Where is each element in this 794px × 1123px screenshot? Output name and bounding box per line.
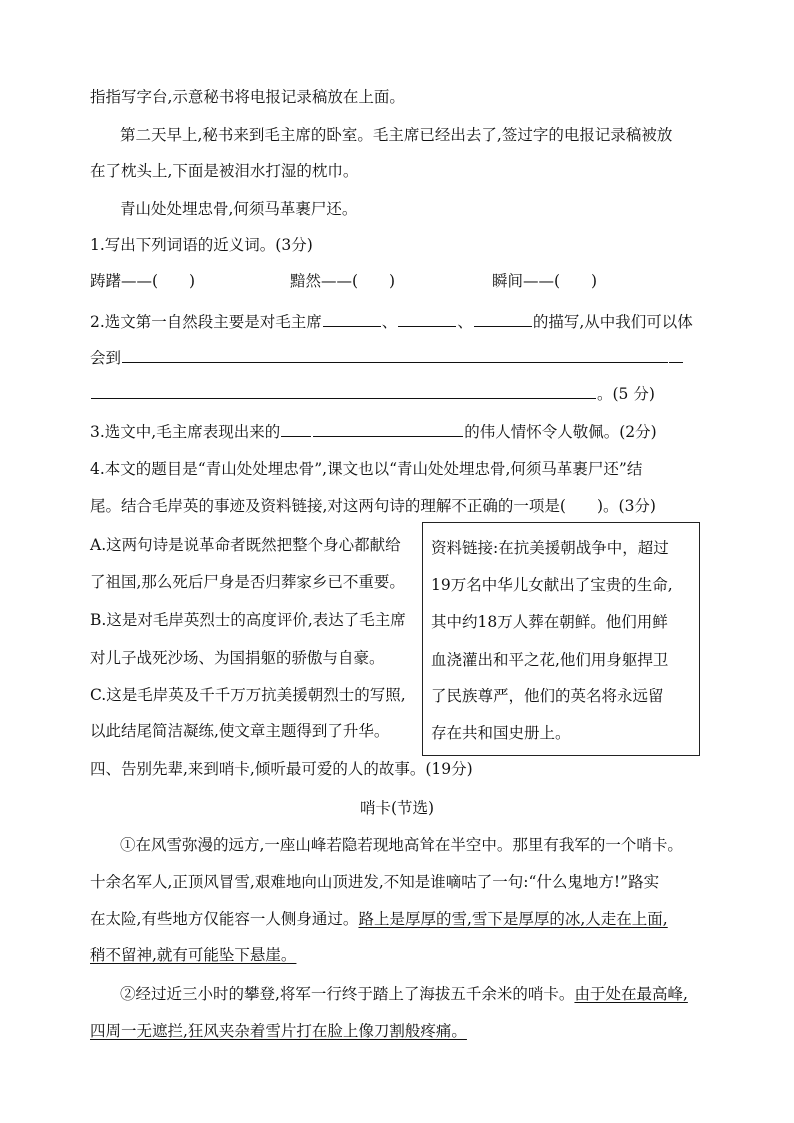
answer-blank[interactable] [313, 420, 463, 437]
section-4-heading: 四、告别先辈,来到哨卡,倾听最可爱的人的故事。(19分) [90, 760, 473, 778]
material-line: 19万名中华儿女献出了宝贵的生命, [431, 576, 673, 594]
underlined-sentence: 稍不留神,就有可能坠下悬崖。 [90, 946, 297, 964]
synonym-item-2: 黯然——( ) [290, 272, 396, 290]
article-title: 哨卡(节选) [359, 799, 435, 817]
separator: 、 [457, 313, 473, 331]
paragraph-1-line [90, 908, 668, 930]
material-line: 了民族尊严，他们的英名将永远留 [431, 687, 664, 705]
passage-line: 指指写字台,示意秘书将电报记录稿放在上面。 [90, 88, 405, 106]
answer-blank[interactable] [91, 382, 596, 399]
paragraph-text: 在太险,有些地方仅能容一人侧身通过。 [90, 910, 359, 928]
passage-line: 在了枕头上,下面是被泪水打湿的枕巾。 [90, 162, 359, 180]
synonym-item-3: 瞬间——( ) [492, 272, 598, 290]
material-line: 血浇灌出和平之花,他们用身躯捍卫 [431, 651, 669, 669]
question-2-line1 [90, 310, 693, 333]
answer-blank[interactable] [323, 310, 381, 327]
answer-blank[interactable] [122, 346, 668, 363]
paragraph-2-line [90, 1020, 467, 1042]
paragraph-1-line: ①在风雪弥漫的远方,一座山峰若隐若现地高耸在半空中。那里有我军的一个哨卡。 [120, 836, 683, 854]
option-b-line2: 对儿子战死沙场、为国捐躯的骄傲与自豪。 [90, 649, 385, 667]
separator: 、 [381, 313, 398, 331]
question-2-text: 。(5 分) [597, 385, 655, 403]
material-line: 存在共和国史册上。 [431, 724, 571, 742]
question-2-text: 的描写,从中我们可以体 [532, 313, 693, 331]
synonym-item-1: 踌躇——( ) [90, 272, 196, 290]
paragraph-1-line: 十余名军人,正顶风冒雪,艰难地向山顶进发,不知是谁嘀咕了一句:“什么鬼地方!”路实 [90, 873, 660, 891]
paragraph-1-line [90, 944, 296, 966]
underlined-sentence: 四周一无遮拦,狂风夹杂着雪片打在脸上像刀割般疼痛。 [90, 1022, 467, 1040]
paragraph-text: ②经过近三小时的攀登,将军一行终于踏上了海拔五千余米的哨卡。 [120, 985, 575, 1003]
option-c-line1: C.这是毛岸英及千千万万抗美援朝烈士的写照, [90, 686, 406, 704]
material-link-box [422, 522, 700, 756]
underlined-sentence: 路上是厚厚的雪,雪下是厚厚的冰,人走在上面, [358, 910, 668, 928]
paragraph-2-line [120, 983, 688, 1005]
option-b-line1: B.这是对毛岸英烈士的高度评价,表达了毛主席 [90, 611, 406, 629]
question-1-stem: 1.写出下列词语的近义词。(3分) [90, 236, 313, 254]
question-2-text: 2.选文第一自然段主要是对毛主席 [90, 313, 322, 331]
answer-blank[interactable] [474, 310, 532, 327]
material-line: 其中约18万人葬在朝鲜。他们用鲜 [431, 613, 668, 631]
underlined-sentence: 由于处在最高峰, [574, 985, 688, 1003]
question-3-text: 3.选文中,毛主席表现出来的 [90, 423, 281, 441]
passage-line: 第二天早上,秘书来到毛主席的卧室。毛主席已经出去了,签过字的电报记录稿被放 [120, 126, 673, 144]
option-c-line2: 以此结尾简洁凝练,使文章主题得到了升华。 [90, 722, 390, 740]
answer-blank[interactable] [398, 310, 456, 327]
option-a-line1: A.这两句诗是说革命者既然把整个身心都献给 [90, 536, 401, 554]
question-2-line2 [90, 346, 684, 369]
question-3-text: 的伟人情怀令人敬佩。(2分) [464, 423, 657, 441]
option-a-line2: 了祖国,那么死后尸身是否归葬家乡已不重要。 [90, 573, 405, 591]
answer-blank[interactable] [669, 346, 683, 363]
question-2-line3 [90, 382, 655, 405]
question-4-line1: 4.本文的题目是“青山处处埋忠骨”,课文也以“青山处处埋忠骨,何须马革裹尸还”结 [90, 460, 643, 478]
question-2-text: 会到 [90, 349, 122, 367]
question-4-line2: 尾。结合毛岸英的事迹及资料链接,对这两句诗的理解不正确的一项是( )。(3分) [90, 497, 656, 515]
question-3 [90, 420, 657, 443]
poem-line: 青山处处埋忠骨,何须马革裹尸还。 [120, 200, 358, 218]
material-line: 资料链接:在抗美援朝战争中，超过 [431, 539, 669, 557]
answer-blank[interactable] [281, 420, 311, 437]
